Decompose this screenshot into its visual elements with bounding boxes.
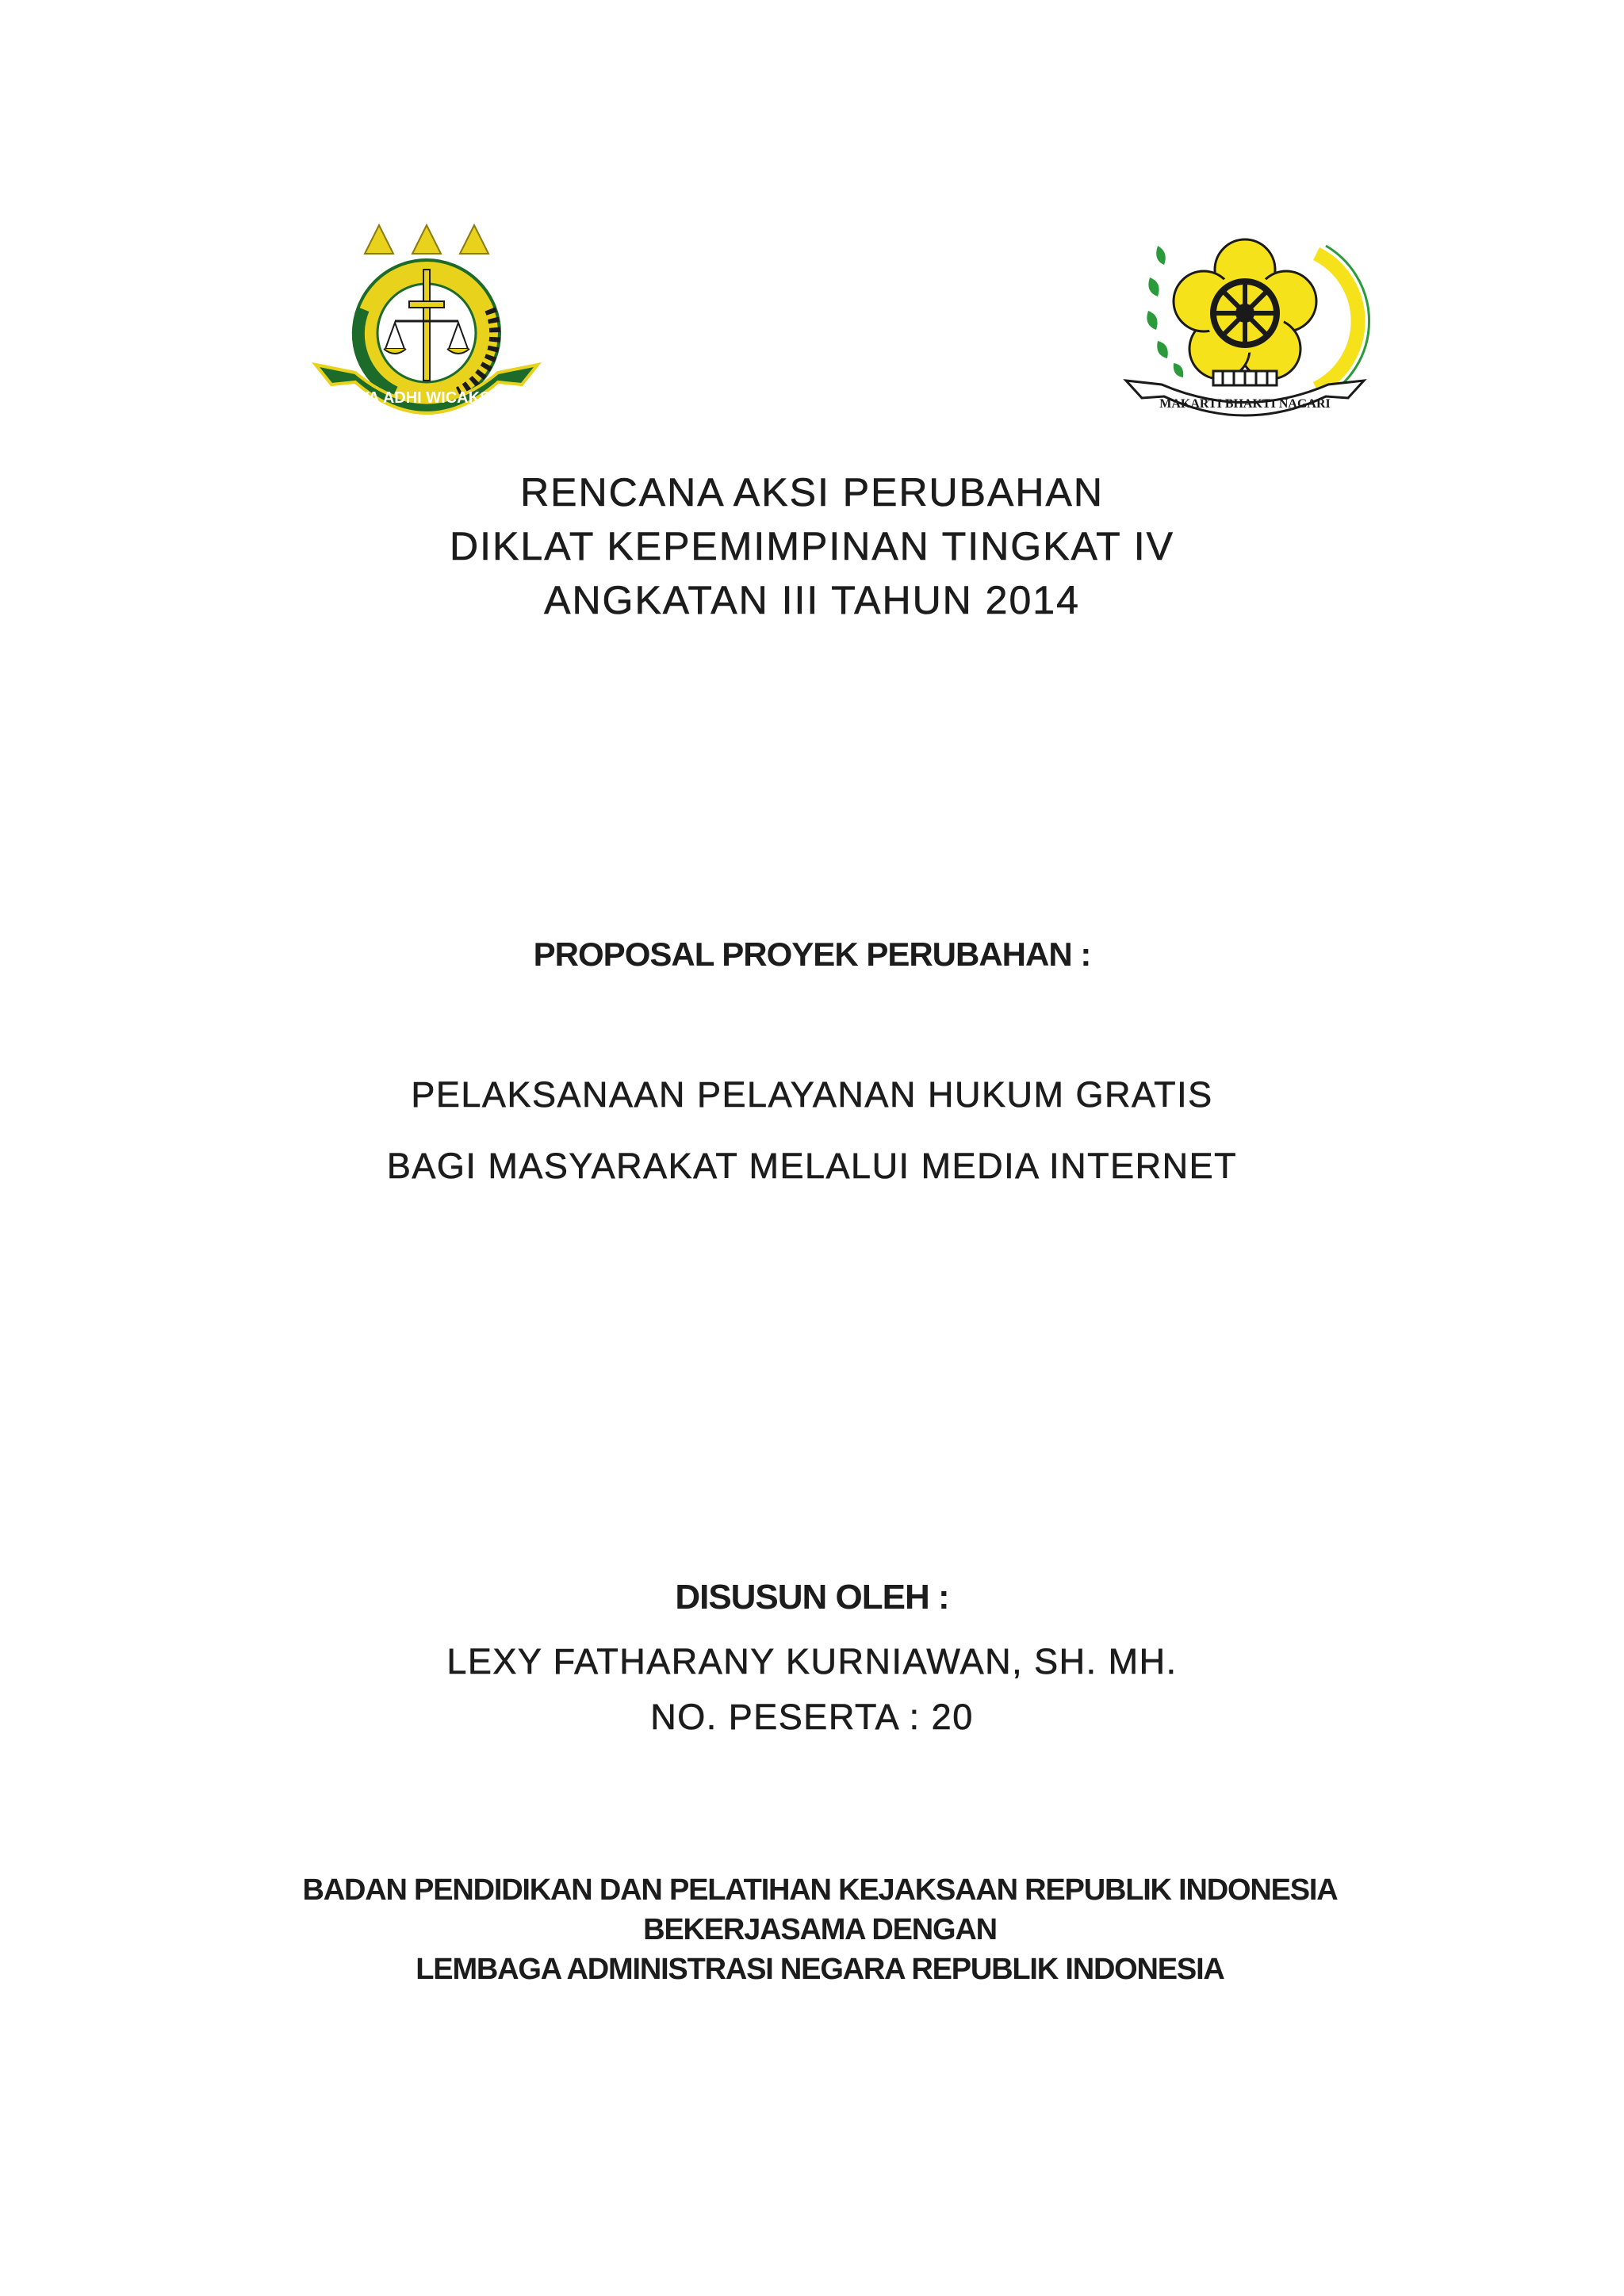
title-line-3: ANGKATAN III TAHUN 2014 (544, 578, 1080, 622)
kejaksaan-motto: SATYA ADHI WICAKSANA (328, 389, 525, 407)
kejaksaan-emblem-graphic (308, 214, 546, 436)
institution-line-2: BEKERJASAMA DENGAN (643, 1913, 997, 1946)
participant-number: NO. PESERTA : 20 (650, 1697, 974, 1737)
author-label: DISUSUN OLEH : (675, 1578, 949, 1617)
institution-line-3: LEMBAGA ADMINISTRASI NEGARA REPUBLIK INDONESIA (416, 1953, 1224, 1986)
kejaksaan-emblem-icon (308, 214, 546, 436)
project-title-line-2: BAGI MASYARAKAT MELALUI MEDIA INTERNET (386, 1146, 1238, 1186)
lan-emblem-icon (1118, 222, 1372, 428)
lan-motto: MAKARTI BHAKTI NAGARI (1159, 397, 1331, 411)
lan-emblem-graphic (1118, 222, 1372, 428)
project-title-line-1: PELAKSANAAN PELAYANAN HUKUM GRATIS (411, 1074, 1213, 1115)
proposal-label: PROPOSAL PROYEK PERUBAHAN : (533, 936, 1091, 973)
title-line-1: RENCANA AKSI PERUBAHAN (520, 470, 1104, 515)
institution-line-1: BADAN PENDIDIKAN DAN PELATIHAN KEJAKSAAN REPUBLIK INDONESIA (302, 1873, 1338, 1907)
title-line-2: DIKLAT KEPEMIMPINAN TINGKAT IV (450, 524, 1174, 568)
author-name: LEXY FATHARANY KURNIAWAN, SH. MH. (446, 1641, 1178, 1682)
